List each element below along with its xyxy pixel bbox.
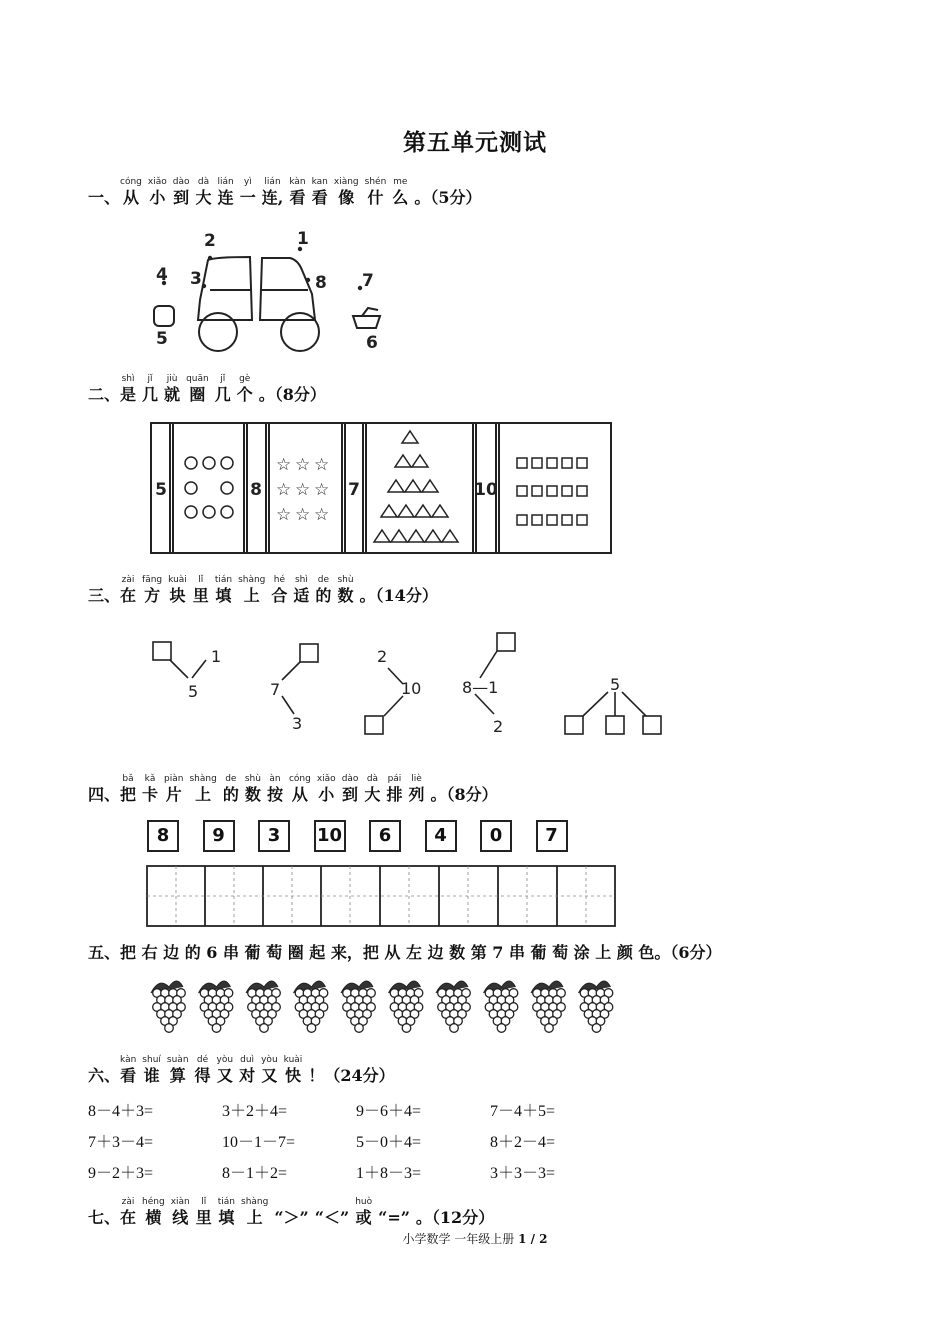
pinyin: tián bbox=[217, 1197, 236, 1207]
pinyin-word bbox=[168, 575, 187, 606]
hanzi: 大 bbox=[195, 188, 212, 207]
hanzi: 得 bbox=[194, 1066, 211, 1085]
pinyin: lián bbox=[217, 177, 234, 187]
pinyin: shàng bbox=[189, 774, 217, 784]
hanzi: 数 bbox=[337, 586, 354, 605]
hanzi: 数 bbox=[244, 785, 261, 804]
pinyin-word bbox=[142, 774, 158, 805]
pinyin: suàn bbox=[166, 1055, 189, 1065]
pinyin-word bbox=[293, 575, 309, 606]
answer-grid bbox=[145, 864, 617, 928]
dot-label: 8 bbox=[315, 273, 327, 293]
hanzi: 就 bbox=[164, 385, 181, 404]
pinyin: dé bbox=[196, 1055, 209, 1065]
bond-number: 2 bbox=[377, 647, 388, 666]
pinyin: liè bbox=[411, 774, 422, 784]
pinyin: jiù bbox=[166, 374, 178, 384]
number-cards bbox=[147, 820, 567, 854]
hanzi: 或 bbox=[355, 1208, 372, 1227]
pinyin-word bbox=[186, 374, 209, 405]
hanzi: 从 bbox=[122, 188, 139, 207]
question-points: 。（14分） bbox=[359, 586, 438, 605]
hanzi: 像 bbox=[338, 188, 355, 207]
pinyin: dà bbox=[197, 177, 210, 187]
hanzi: “＞” bbox=[274, 1208, 309, 1227]
pinyin: xiàn bbox=[170, 1197, 190, 1207]
pinyin-word bbox=[237, 374, 253, 405]
question-number: 七、 bbox=[88, 1208, 121, 1227]
number-bond-figure bbox=[148, 628, 668, 743]
hanzi: 大 bbox=[364, 785, 381, 804]
grape-bunch bbox=[294, 981, 328, 1032]
pinyin: zài bbox=[121, 575, 135, 585]
pinyin: héng bbox=[142, 1197, 165, 1207]
hanzi: 看 bbox=[311, 188, 328, 207]
equation: 9－2＋3= bbox=[88, 1165, 154, 1182]
pinyin-word bbox=[167, 1055, 189, 1086]
pinyin-word bbox=[142, 1055, 161, 1086]
page-footer bbox=[0, 1230, 950, 1247]
dot-label: 3 bbox=[190, 269, 202, 289]
pinyin-word bbox=[289, 177, 305, 208]
pinyin: cóng bbox=[120, 177, 142, 187]
pinyin bbox=[315, 1197, 349, 1208]
pinyin-word bbox=[217, 1055, 234, 1086]
hanzi: 合 bbox=[271, 586, 288, 605]
hanzi: 上 bbox=[243, 586, 260, 605]
pinyin-word bbox=[189, 774, 216, 805]
pinyin: shù bbox=[244, 774, 261, 784]
hanzi: 里 bbox=[195, 1208, 212, 1227]
pinyin: jǐ bbox=[147, 374, 153, 384]
pinyin-word bbox=[271, 575, 287, 606]
grape-bunch bbox=[246, 981, 280, 1032]
pinyin: kàn bbox=[289, 177, 306, 187]
pinyin-word bbox=[239, 1055, 255, 1086]
pinyin-word bbox=[315, 1197, 349, 1228]
hanzi: 又 bbox=[261, 1066, 278, 1085]
hanzi: 在 bbox=[120, 1208, 137, 1227]
pinyin: kuài bbox=[168, 575, 187, 585]
pinyin: lǐ bbox=[198, 575, 204, 585]
grape-bunch bbox=[389, 981, 423, 1032]
pinyin-word bbox=[267, 774, 283, 805]
grape-bunch bbox=[484, 981, 518, 1032]
question-3-heading bbox=[88, 575, 438, 606]
pinyin-word bbox=[223, 774, 239, 805]
pinyin-word bbox=[274, 1197, 308, 1228]
truck-dot-to-dot-figure bbox=[140, 220, 400, 360]
hanzi: 个 bbox=[236, 385, 253, 404]
pinyin: dào bbox=[172, 177, 190, 187]
number-card: 8 bbox=[147, 820, 179, 852]
pinyin-word bbox=[195, 177, 211, 208]
hanzi: 连, bbox=[261, 188, 284, 207]
pinyin: kan bbox=[311, 177, 328, 187]
hanzi: 圈 bbox=[189, 385, 206, 404]
dot-label: 5 bbox=[156, 329, 168, 349]
star-icon: ☆ bbox=[295, 455, 311, 475]
dot-label: 4 bbox=[156, 265, 168, 285]
pinyin: piàn bbox=[164, 774, 184, 784]
dot-label: 6 bbox=[366, 333, 378, 353]
pinyin-word bbox=[173, 177, 190, 208]
star-icon: ☆ bbox=[276, 505, 292, 525]
pinyin: shuí bbox=[142, 1055, 161, 1065]
hanzi: 列 bbox=[408, 785, 425, 804]
pinyin: lǐ bbox=[201, 1197, 207, 1207]
grape-bunch bbox=[531, 981, 565, 1032]
bond-number: 10 bbox=[401, 679, 422, 698]
equation: 8－1＋2= bbox=[222, 1165, 288, 1182]
pinyin-word bbox=[120, 374, 136, 405]
hanzi: 看 bbox=[120, 1066, 137, 1085]
pinyin: duì bbox=[240, 1055, 255, 1065]
question-number: 三、 bbox=[88, 586, 121, 605]
pinyin-word bbox=[196, 1197, 212, 1228]
hanzi: 谁 bbox=[143, 1066, 160, 1085]
bond-number: 7 bbox=[270, 680, 281, 699]
hanzi: “＜” bbox=[314, 1208, 350, 1227]
equation: 5－0＋4= bbox=[356, 1134, 422, 1151]
question-points: 。（5分） bbox=[414, 188, 482, 207]
pinyin: xiǎo bbox=[147, 177, 167, 187]
question-number: 四、 bbox=[88, 785, 121, 804]
pinyin-word bbox=[355, 1197, 372, 1228]
pinyin-word bbox=[289, 774, 311, 805]
pinyin: bǎ bbox=[122, 774, 134, 784]
pinyin-word bbox=[240, 177, 256, 208]
question-2-heading bbox=[88, 374, 326, 405]
pinyin: yòu bbox=[216, 1055, 234, 1065]
pinyin: yòu bbox=[261, 1055, 278, 1065]
pinyin-word bbox=[408, 774, 424, 805]
pinyin-word bbox=[195, 1055, 211, 1086]
pinyin: dào bbox=[341, 774, 359, 784]
grape-bunch bbox=[199, 981, 233, 1032]
question-number: 六、 bbox=[88, 1066, 121, 1085]
pinyin-word bbox=[120, 1055, 136, 1086]
pinyin-word bbox=[215, 575, 232, 606]
hanzi: 一 bbox=[239, 188, 256, 207]
equation: 9－6＋4= bbox=[356, 1103, 422, 1120]
pinyin-word bbox=[262, 177, 284, 208]
hanzi: 线 bbox=[172, 1208, 189, 1227]
pinyin: shì bbox=[121, 374, 135, 384]
equation: 8＋2－4= bbox=[490, 1134, 556, 1151]
pinyin bbox=[274, 1197, 308, 1208]
pinyin-word bbox=[164, 774, 183, 805]
question-1-heading bbox=[88, 177, 481, 208]
pinyin: quān bbox=[186, 374, 209, 384]
pinyin-word bbox=[142, 1197, 165, 1228]
bond-number: 8—1 bbox=[462, 678, 499, 697]
star-icon: ☆ bbox=[314, 480, 330, 500]
hanzi: 几 bbox=[142, 385, 159, 404]
number-card: 10 bbox=[314, 820, 346, 852]
pinyin-word bbox=[392, 177, 408, 208]
hanzi: 适 bbox=[293, 586, 310, 605]
pinyin-word bbox=[120, 774, 136, 805]
star-icon: ☆ bbox=[295, 505, 311, 525]
pinyin-word bbox=[120, 177, 142, 208]
pinyin: zài bbox=[121, 1197, 135, 1207]
pinyin-word bbox=[245, 774, 261, 805]
grape-bunch bbox=[151, 981, 185, 1032]
hanzi: 到 bbox=[173, 188, 190, 207]
number-card: 4 bbox=[425, 820, 457, 852]
bond-number: 5 bbox=[188, 682, 199, 701]
hanzi: 里 bbox=[192, 586, 209, 605]
pinyin: lián bbox=[264, 177, 281, 187]
pinyin: kuài bbox=[283, 1055, 303, 1065]
pinyin: fāng bbox=[142, 575, 163, 585]
pinyin-word bbox=[284, 1055, 303, 1086]
hanzi: “=” bbox=[378, 1208, 410, 1227]
hanzi: 到 bbox=[342, 785, 359, 804]
question-points: 。（12分） bbox=[415, 1208, 495, 1227]
footer-text: 小学数学 一年级上册 bbox=[402, 1232, 519, 1246]
bond-number: 1 bbox=[211, 647, 222, 666]
pinyin: kǎ bbox=[144, 774, 156, 784]
pinyin-word bbox=[193, 575, 209, 606]
pinyin: xiǎo bbox=[316, 774, 336, 784]
circle-groups-table bbox=[148, 420, 614, 556]
pinyin: yì bbox=[243, 177, 252, 187]
question-7-heading bbox=[88, 1197, 494, 1228]
pinyin: shì bbox=[294, 575, 308, 585]
number-card: 7 bbox=[536, 820, 568, 852]
number-card: 9 bbox=[203, 820, 235, 852]
hanzi: 填 bbox=[218, 1208, 235, 1227]
pinyin-word bbox=[312, 177, 328, 208]
bond-number: 2 bbox=[493, 717, 504, 736]
pinyin: dà bbox=[366, 774, 379, 784]
equation: 7－4＋5= bbox=[490, 1103, 556, 1120]
hanzi: 片 bbox=[165, 785, 182, 804]
pinyin: tián bbox=[214, 575, 233, 585]
equation: 3＋2＋4= bbox=[222, 1103, 288, 1120]
question-points: 。（8分） bbox=[258, 385, 326, 404]
hanzi: 算 bbox=[169, 1066, 186, 1085]
hanzi: 方 bbox=[144, 586, 161, 605]
group-number: 7 bbox=[348, 480, 360, 500]
grapes-row bbox=[145, 975, 625, 1035]
pinyin: shén bbox=[364, 177, 387, 187]
pinyin-word bbox=[315, 575, 331, 606]
grape-bunch bbox=[341, 981, 375, 1032]
hanzi: 填 bbox=[215, 586, 232, 605]
pinyin: gè bbox=[239, 374, 251, 384]
pinyin: huò bbox=[355, 1197, 373, 1207]
hanzi: 在 bbox=[120, 586, 137, 605]
pinyin-word bbox=[148, 177, 167, 208]
number-card: 0 bbox=[480, 820, 512, 852]
hanzi: 块 bbox=[169, 586, 186, 605]
star-icon: ☆ bbox=[314, 505, 330, 525]
hanzi: 按 bbox=[266, 785, 283, 804]
hanzi: 卡 bbox=[142, 785, 159, 804]
hanzi: 从 bbox=[291, 785, 308, 804]
equation: 7＋3－4= bbox=[88, 1134, 154, 1151]
pinyin: pái bbox=[387, 774, 402, 784]
pinyin-word bbox=[218, 1197, 235, 1228]
hanzi: 看 bbox=[289, 188, 306, 207]
pinyin: hé bbox=[273, 575, 286, 585]
pinyin: de bbox=[317, 575, 330, 585]
pinyin: shù bbox=[337, 575, 354, 585]
hanzi: 么 bbox=[392, 188, 409, 207]
pinyin: jǐ bbox=[220, 374, 226, 384]
hanzi: 什 bbox=[367, 188, 384, 207]
pinyin-word bbox=[215, 374, 231, 405]
pinyin: de bbox=[225, 774, 237, 784]
pinyin-word bbox=[142, 374, 158, 405]
bond-number: 5 bbox=[610, 675, 621, 694]
pinyin-word bbox=[386, 774, 402, 805]
hanzi: 小 bbox=[318, 785, 335, 804]
pinyin bbox=[378, 1197, 410, 1208]
question-5-heading: 五、把 右 边 的 6 串 葡 萄 圈 起 来，把 从 左 边 数 第 7 串 葡 萄 涂 上 颜 色。（6分） bbox=[88, 943, 722, 962]
star-icon: ☆ bbox=[295, 480, 311, 500]
pinyin: xiàng bbox=[333, 177, 359, 187]
question-6-heading bbox=[88, 1055, 395, 1086]
hanzi: 上 bbox=[195, 785, 212, 804]
hanzi: 的 bbox=[315, 586, 332, 605]
number-card: 6 bbox=[369, 820, 401, 852]
pinyin: shàng bbox=[241, 1197, 269, 1207]
grape-bunch bbox=[579, 981, 613, 1032]
hanzi: 小 bbox=[149, 188, 166, 207]
page-number: 1 / 2 bbox=[518, 1232, 548, 1246]
pinyin-word bbox=[164, 374, 180, 405]
star-icon: ☆ bbox=[276, 455, 292, 475]
pinyin-word bbox=[261, 1055, 278, 1086]
pinyin-word bbox=[337, 575, 353, 606]
question-number: 二、 bbox=[88, 385, 121, 404]
pinyin-word bbox=[317, 774, 336, 805]
hanzi: 把 bbox=[120, 785, 137, 804]
pinyin: shàng bbox=[238, 575, 266, 585]
hanzi: 连 bbox=[217, 188, 234, 207]
question-points: ！（24分） bbox=[308, 1066, 395, 1085]
hanzi: 的 bbox=[222, 785, 239, 804]
pinyin-word bbox=[120, 1197, 136, 1228]
hanzi: 排 bbox=[386, 785, 403, 804]
pinyin-word bbox=[120, 575, 136, 606]
star-icon: ☆ bbox=[314, 455, 330, 475]
pinyin-word bbox=[334, 177, 359, 208]
pinyin-word bbox=[365, 177, 387, 208]
dot-label: 7 bbox=[362, 271, 374, 291]
hanzi: 是 bbox=[120, 385, 137, 404]
pinyin-word bbox=[364, 774, 380, 805]
grape-bunch bbox=[436, 981, 470, 1032]
hanzi: 快 bbox=[284, 1066, 301, 1085]
group-number: 8 bbox=[250, 480, 262, 500]
dot-label: 1 bbox=[297, 229, 309, 249]
pinyin-word bbox=[241, 1197, 268, 1228]
hanzi: 上 bbox=[246, 1208, 263, 1227]
pinyin-word bbox=[171, 1197, 190, 1228]
page-title: 第五单元测试 bbox=[403, 130, 547, 156]
pinyin-word bbox=[238, 575, 265, 606]
pinyin: cóng bbox=[288, 774, 311, 784]
pinyin-word bbox=[378, 1197, 410, 1228]
pinyin: me bbox=[393, 177, 408, 187]
number-card: 3 bbox=[258, 820, 290, 852]
group-number: 5 bbox=[155, 480, 167, 500]
hanzi: 对 bbox=[239, 1066, 256, 1085]
bond-number: 3 bbox=[292, 714, 303, 733]
hanzi: 横 bbox=[145, 1208, 162, 1227]
hanzi: 又 bbox=[216, 1066, 233, 1085]
question-number: 一、 bbox=[88, 188, 121, 207]
star-icon: ☆ bbox=[276, 480, 292, 500]
pinyin: kàn bbox=[120, 1055, 137, 1065]
equation: 10－1－7= bbox=[222, 1134, 296, 1151]
equation: 3＋3－3= bbox=[490, 1165, 556, 1182]
question-4-heading bbox=[88, 774, 498, 805]
equation: 1＋8－3= bbox=[356, 1165, 422, 1182]
pinyin-word bbox=[218, 177, 234, 208]
pinyin-word bbox=[342, 774, 359, 805]
group-number: 10 bbox=[474, 480, 498, 500]
equation: 8－4＋3= bbox=[88, 1103, 154, 1120]
hanzi: 几 bbox=[214, 385, 231, 404]
question-points: 。（8分） bbox=[430, 785, 498, 804]
pinyin: àn bbox=[269, 774, 281, 784]
pinyin-word bbox=[142, 575, 162, 606]
dot-label: 2 bbox=[204, 231, 216, 251]
